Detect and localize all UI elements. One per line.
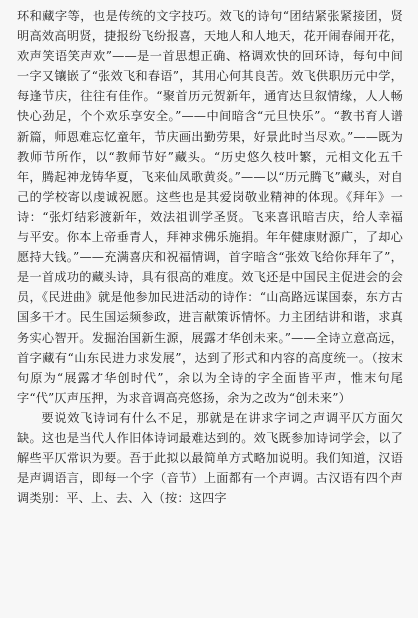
paragraph-1: 环和藏字等，也是传统的文字技巧。效飞的诗句“团结紧张紧接团，贤明高效高明贤，捷报纷飞纷报喜，天地人和人地天，花开闹春闹开花，欢声笑语笑声欢”——是一首思想正确、格调欢快的回环诗，每句中间一字又镶嵌了“张效飞和春语”，其用心何其良苦。效飞供职历元中学，每逢节庆，往往有佳作。“聚首历元贺新年，通宵达旦叙情缘，人人畅快心劲足，个个欢乐享安全。”——中间暗含“元旦快乐”。“教书育人谱新篇，师恩难忘忆童年，节庆画出勤劳果，好景此时当尽欢。”——既为教师节所作，以“教师节好”藏头。“历史悠久枝叶繁，元相文化五千年，腾起神龙铸华夏，飞来仙凤歌黄炎。”——以“历元腾飞”藏头，对自己的学校寄以虔诚祝愿。这些也是其爱岗敬业精神的体现。《拜年》一诗：“张灯结彩渡新年，效法祖训学圣贤。飞来喜讯暗吉庆，给人幸福与平安。你本上帝垂青人，拜神求佛乐施捐。年年健康财源广，了却心愿持大钱。”——充满喜庆和祝福情调，首字暗含“张效飞给你拜年了”，是一首成功的藏头诗，具有很高的难度。效飞还是中国民主促进会的会员，《民进曲》就是他参加民进活动的诗作：“山高路远谋国泰，东方古国多干才。民生国运频参政，进言献策诉情怀。力主团结讲和谐，求真务实心智开。发掘治国新生源，展露才华创未来。”——全诗立意高远，首字藏有“山东民进力求发展”，达到了形式和内容的高度统一。（按末句原为“展露才华创时代”，余以为全诗的字全面皆平声，惟末句尾字“代”仄声压押，为求音调高亮悠扬，余为之改为“创未来”）	[17, 9, 403, 405]
paragraph-2: 要说效飞诗词有什么不足，那就是在讲求字词之声调平仄方面欠缺。这也是当代人作旧体诗词最难达到的。效飞既参加诗词学会，以了解些平仄常识为要。吾于此拟以最简单方式略加说明。我们知道，汉语是声调语言，即每一个字（音节）上面都有一个声调。古汉语有四个声调类别：平、上、去、入（按：这四字	[17, 410, 403, 506]
